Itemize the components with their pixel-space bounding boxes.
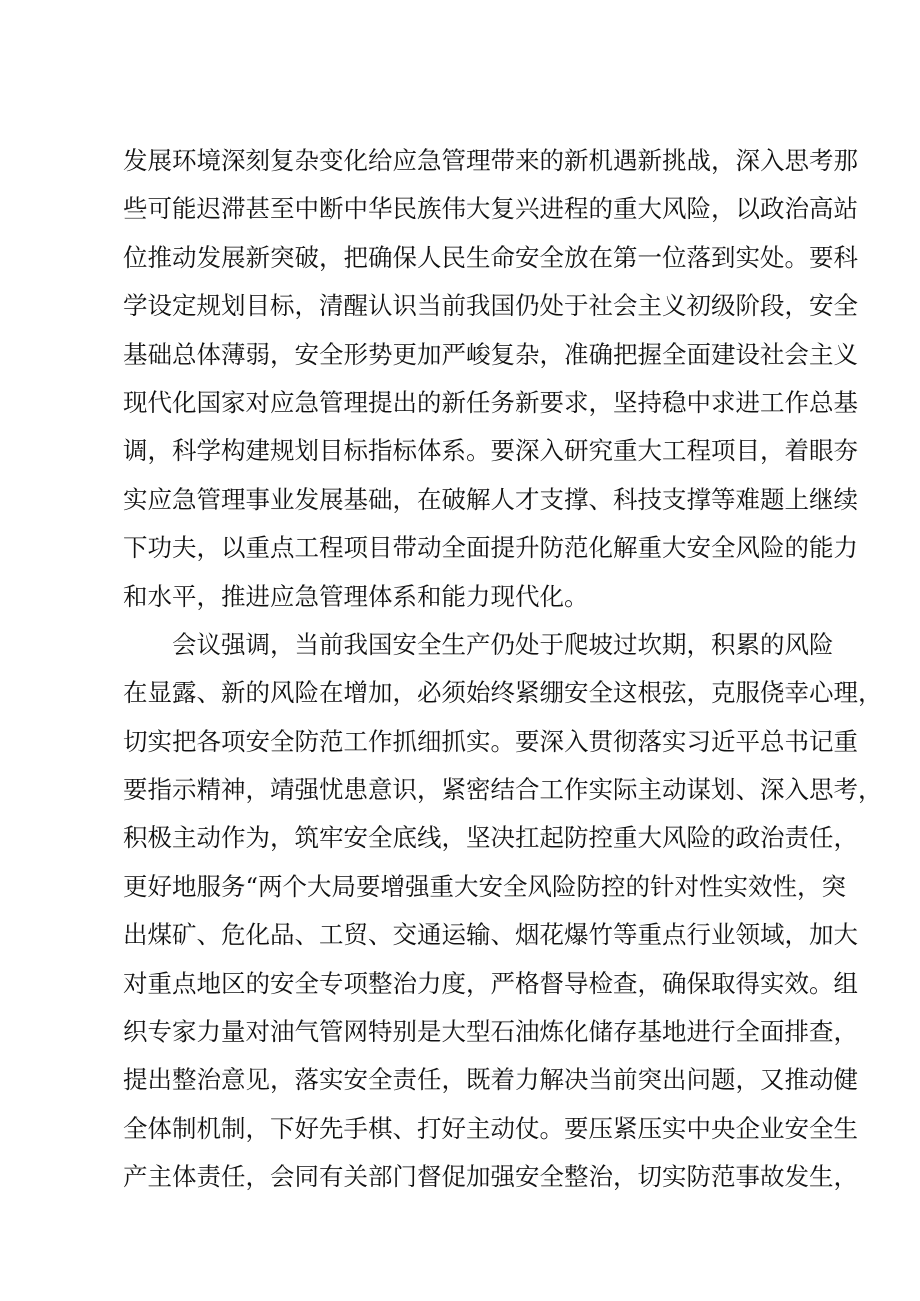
paragraph-2 xyxy=(123,621,883,1202)
paragraph-1 xyxy=(123,137,858,621)
text-line: 积极主动作为，筑牢安全底线，坚决扛起防控重大风险的政治责任， xyxy=(123,823,858,853)
text-line: 些可能迟滞甚至中断中华民族伟大复兴进程的重大风险，以政治高站 xyxy=(123,194,858,224)
text-line: 实应急管理事业发展基础，在破解人才支撑、科技支撑等难题上继续 xyxy=(123,484,858,514)
text-line: 更好地服务“两个大局要增强重大安全风险防控的针对性实效性，突 xyxy=(123,871,847,901)
text-line: 会议强调，当前我国安全生产仍处于爬坡过坎期，积累的风险 xyxy=(172,629,834,659)
text-line: 全体制机制，下好先手棋、打好主动仗。要压紧压实中央企业安全生 xyxy=(123,1113,858,1143)
text-line: 出煤矿、危化品、工贸、交通运输、烟花爆竹等重点行业领域，加大 xyxy=(123,920,858,950)
text-line: 学设定规划目标，清醒认识当前我国仍处于社会主义初级阶段，安全 xyxy=(123,291,858,321)
text-line: 现代化国家对应急管理提出的新任务新要求，坚持稳中求进工作总基 xyxy=(123,387,858,417)
text-line: 下功夫，以重点工程项目带动全面提升防范化解重大安全风险的能力 xyxy=(123,533,858,563)
document-body xyxy=(123,137,883,1202)
text-line: 基础总体薄弱，安全形势更加严峻复杂，准确把握全面建设社会主义 xyxy=(123,339,858,369)
text-line: 产主体责任，会同有关部门督促加强安全整治，切实防范事故发生， xyxy=(123,1162,858,1192)
text-line: 要指示精神，靖强忧患意识，紧密结合工作实际主动谋划、深入思考， xyxy=(123,775,883,805)
text-line: 位推动发展新突破，把确保人民生命安全放在第一位落到实处。要科 xyxy=(123,242,858,272)
text-line: 发展环境深刻复杂变化给应急管理带来的新机遇新挑战，深入思考那 xyxy=(123,146,858,175)
text-line: 在显露、新的风险在增加，必须始终紧绷安全这根弦，克服侥幸心理， xyxy=(123,678,883,708)
text-line: 和水平，推进应急管理体系和能力现代化。 xyxy=(123,581,589,611)
text-line: 提出整治意见，落实安全责任，既着力解决当前突出问题，又推动健 xyxy=(123,1065,858,1095)
text-line: 切实把各项安全防范工作抓细抓实。要深入贯彻落实习近平总书记重 xyxy=(123,726,858,756)
text-line: 织专家力量对油气管网特别是大型石油炼化储存基地进行全面排查， xyxy=(123,1017,858,1047)
text-line: 调，科学构建规划目标指标体系。要深入研究重大工程项目，着眼夯 xyxy=(123,436,858,466)
text-line: 对重点地区的安全专项整治力度，严格督导检查，确保取得实效。组 xyxy=(123,968,858,998)
